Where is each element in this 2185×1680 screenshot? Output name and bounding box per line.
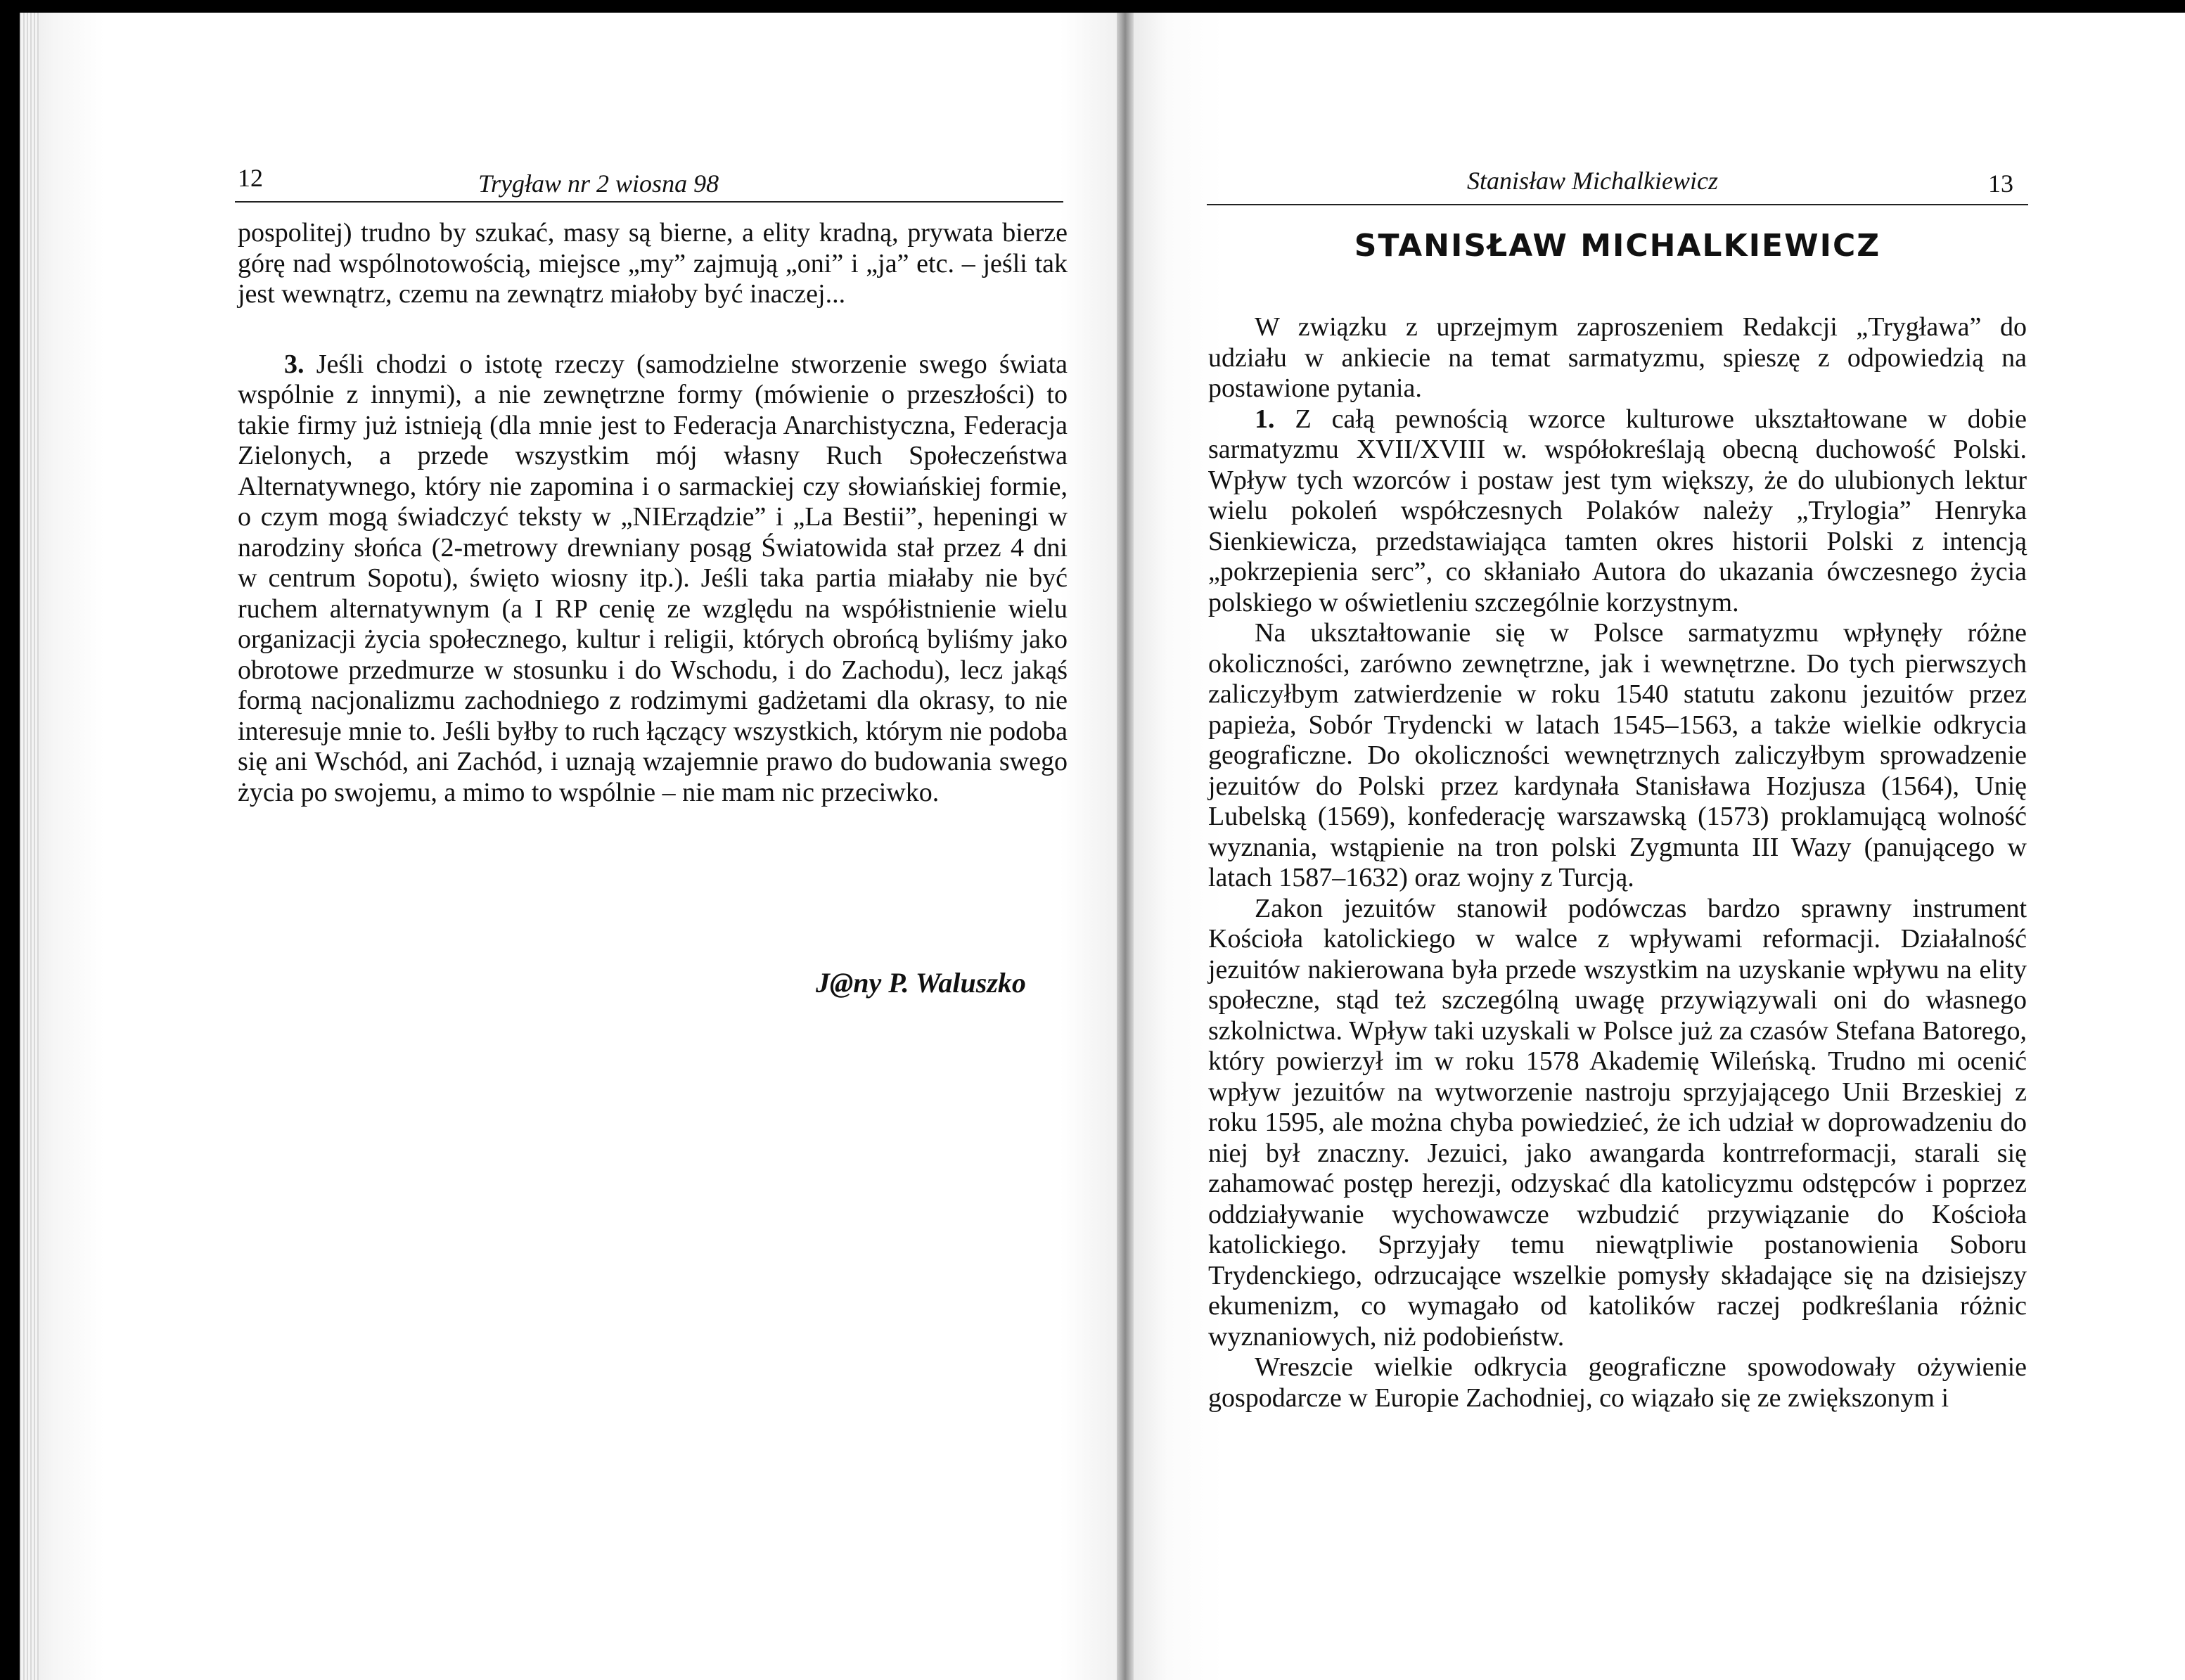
left-page-body bbox=[238, 218, 1068, 808]
paragraph: W związku z uprzejmym zaproszeniem Redakcji „Trygława” do udziału w ankiecie na temat sarmatyzmu, spieszę z odpowiedzią na postawione pytania. bbox=[1208, 312, 2027, 403]
paragraph-text: Z całą pewnością wzorce kulturowe ukształtowane w dobie sarmatyzmu XVII/XVIII w. współokreślają obecną duchowość Polski. Wpływ tych wzorców i postaw jest tym większy, że do ulubionych lektur wielu pokoleń współczesnych Polaków należy „Trylogia” Henryka Sienkiewicza, przedstawiająca tamten okres historii Polski z intencją „pokrzepienia serc”, co skłaniało Autora do ukazania ówczesnego życia polskiego w oświetleniu szczególnie korzystnym. bbox=[1208, 404, 2027, 617]
paragraph-number: 3. bbox=[284, 349, 305, 379]
page-edges bbox=[20, 13, 39, 1680]
left-page bbox=[20, 13, 1125, 1680]
right-page-body bbox=[1208, 312, 2027, 1413]
right-page bbox=[1125, 13, 2185, 1680]
page-number-left: 12 bbox=[238, 164, 263, 192]
paragraph-number: 1. bbox=[1255, 404, 1275, 434]
paragraph-text: Jeśli chodzi o istotę rzeczy (samodzielne stworzenie swego świata wspólnie z innymi), a nie zewnętrzne formy (mówienie o przeszłości) to takie firmy już istnieją (dla mnie jest to Federacja Anarchistyczna, Federacja Zielonych, a przede wszystkim mój własny Ruch Społeczeństwa Alternatywnego, który nie zapomina i o sarmackiej czy słowiańskiej formie, o czym mogą świadczyć teksty w „NIErządzie” i „La Bestii”, hepeningi w narodziny słońca (2-metrowy drewniany posąg Światowida stał przez 4 dni w centrum Sopotu), święto wiosny itp.). Jeśli taka partia miałaby nie być ruchem alternatywnym (a I RP cenię ze względu na współistnienie wielu organizacji życia społecznego, kultur i religii, których obrońcą byliśmy jako obrotowe przedmurze w stosunku i do Wschodu, i do Zachodu), lecz jakąś formą nacjonalizmu zachodniego z rodzimymi gadżetami dla okrasy, to nie interesuje mnie to. Jeśli byłby to ruch łączący wszystkich, którym nie podoba się ani Wschód, ani Zachód, i uznają wzajemnie prawo do budowania swego życia po swojemu, a mimo to wspólnie – nie mam nic przeciwko. bbox=[238, 349, 1068, 807]
header-rule-left bbox=[235, 201, 1063, 203]
paragraph bbox=[238, 350, 1068, 809]
page-number-right: 13 bbox=[1988, 169, 2013, 198]
article-title: STANISŁAW MICHALKIEWICZ bbox=[1354, 228, 1881, 264]
running-head-left: Trygław nr 2 wiosna 98 bbox=[478, 169, 719, 198]
paragraph: pospolitej) trudno by szukać, masy są bierne, a elity kradną, prywata bierze górę nad wspólnotowością, miejsce „my” zajmują „oni” i „ja” etc. – jeśli tak jest wewnątrz, czemu na zewnątrz miałoby być inaczej... bbox=[238, 218, 1068, 309]
paragraph: Zakon jezuitów stanowił podówczas bardzo sprawny instrument Kościoła katolickiego w walce z wpływami reformacji. Działalność jezuitów nakierowana była przede wszystkim na uzyskanie wpływu na elity społeczne, stąd też szczególną uwagę przywiązywali oni do własnego szkolnictwa. Wpływ taki uzyskali w Polsce już za czasów Stefana Batorego, który powierzył im w roku 1578 Akademię Wileńską. Trudno mi ocenić wpływ jezuitów na wytworzenie nastroju sprzyjającego Unii Brzeskiej z roku 1595, ale można chyba powiedzieć, że ich udział w doprowadzeniu do niej był znaczny. Jezuici, jako awangarda kontrreformacji, starali się zahamować postęp herezji, odzyskać dla katolicyzmu odstępców i poprzez oddziaływanie wychowawcze wzbudzić przywiązanie do Kościoła katolickiego. Sprzyjały temu niewątpliwie postanowienia Soboru Trydenckiego, odrzucające wszelkie pomysły składające się na dzisiejszy ekumenizm, co wymagało od katolików raczej podkreślania różnic wyznaniowych, niż podobieństw. bbox=[1208, 893, 2027, 1352]
book-gutter bbox=[1117, 13, 1134, 1680]
author-signature: J@ny P. Waluszko bbox=[816, 967, 1026, 999]
running-head-right: Stanisław Michalkiewicz bbox=[1467, 167, 1718, 195]
paragraph: Na ukształtowanie się w Polsce sarmatyzmu wpłynęły różne okoliczności, zarówno zewnętrzne, jak i wewnętrzne. Do tych pierwszych zaliczyłbym zatwierdzenie w roku 1540 statutu zakonu jezuitów przez papieża, Sobór Trydencki w latach 1545–1563, a także wielkie odkrycia geograficzne. Do okoliczności wewnętrznych zaliczyłbym sprowadzenie jezuitów do Polski przez kardynała Stanisława Hozjusza (1564), Unię Lubelską (1569), konfederację warszawską (1573) proklamującą wolność wyznania, wstąpienie na tron polski Zygmunta III Wazy (panującego w latach 1587–1632) oraz wojny z Turcją. bbox=[1208, 618, 2027, 892]
paragraph bbox=[1208, 404, 2027, 619]
header-rule-right bbox=[1207, 204, 2028, 205]
paragraph: Wreszcie wielkie odkrycia geograficzne spowodowały ożywienie gospodarcze w Europie Zachodniej, co wiązało się ze zwiększonym i bbox=[1208, 1352, 2027, 1413]
